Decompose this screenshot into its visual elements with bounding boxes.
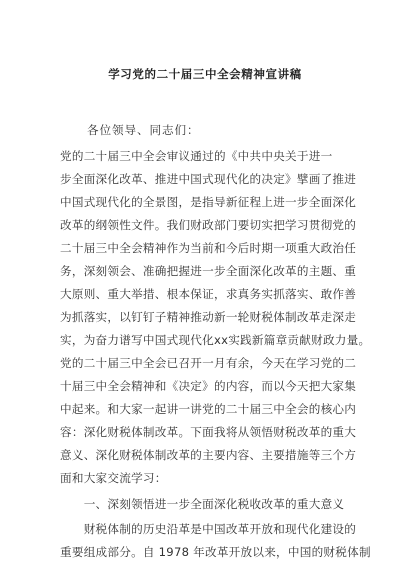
body-line: 党的二十届三中全会已召开一月有余，今天在学习党的二	[60, 356, 357, 370]
salutation: 各位领导、同志们：	[87, 123, 200, 137]
body-line: 改革的纲领性文件。我们财政部门要切实把学习贯彻党的	[60, 218, 357, 232]
body-line: 面和大家交流学习：	[60, 471, 167, 485]
body-line: 中起来。和大家一起讲一讲党的二十届三中全会的核心内	[60, 402, 357, 416]
body-line: 容：深化财税体制改革。下面我将从领悟财税改革的重大	[60, 425, 357, 439]
body-line: 大原则、重大举措、根本保证，求真务实抓落实、敢作善	[60, 287, 357, 301]
body-line: 为抓落实，以钉钉子精神推动新一轮财税体制改革走深走	[60, 310, 357, 324]
body-line: 党的二十届三中全会审议通过的《中共中央关于进一	[60, 149, 333, 163]
body-line: 重要组成部分。自 1978 年改革开放以来，中国的财税体制	[60, 545, 371, 559]
body-line: 实，为奋力谱写中国式现代化xx实践新篇章贡献财政力量。	[60, 333, 371, 347]
document-title: 学习党的二十届三中全会精神宣讲稿	[108, 67, 302, 81]
body-line: 中国式现代化的全景图，是指导新征程上进一步全面深化	[60, 195, 357, 209]
body-line: 意义、深化财税体制改革的主要内容、主要措施等三个方	[60, 448, 357, 462]
section-heading: 一、深刻领悟进一步全面深化税收改革的重大意义	[60, 497, 345, 511]
body-line: 务，深刻领会、准确把握进一步全面深化改革的主题、重	[60, 264, 357, 278]
body-line: 二十届三中全会精神作为当前和今后时期一项重大政治任	[60, 241, 357, 255]
body-line: 财税体制的历史沿革是中国改革开放和现代化建设的	[60, 522, 357, 536]
body-line: 十届三中全会精神和《决定》的内容，而以今天把大家集	[60, 379, 357, 393]
body-line: 步全面深化改革、推进中国式现代化的决定》擘画了推进	[60, 172, 357, 186]
